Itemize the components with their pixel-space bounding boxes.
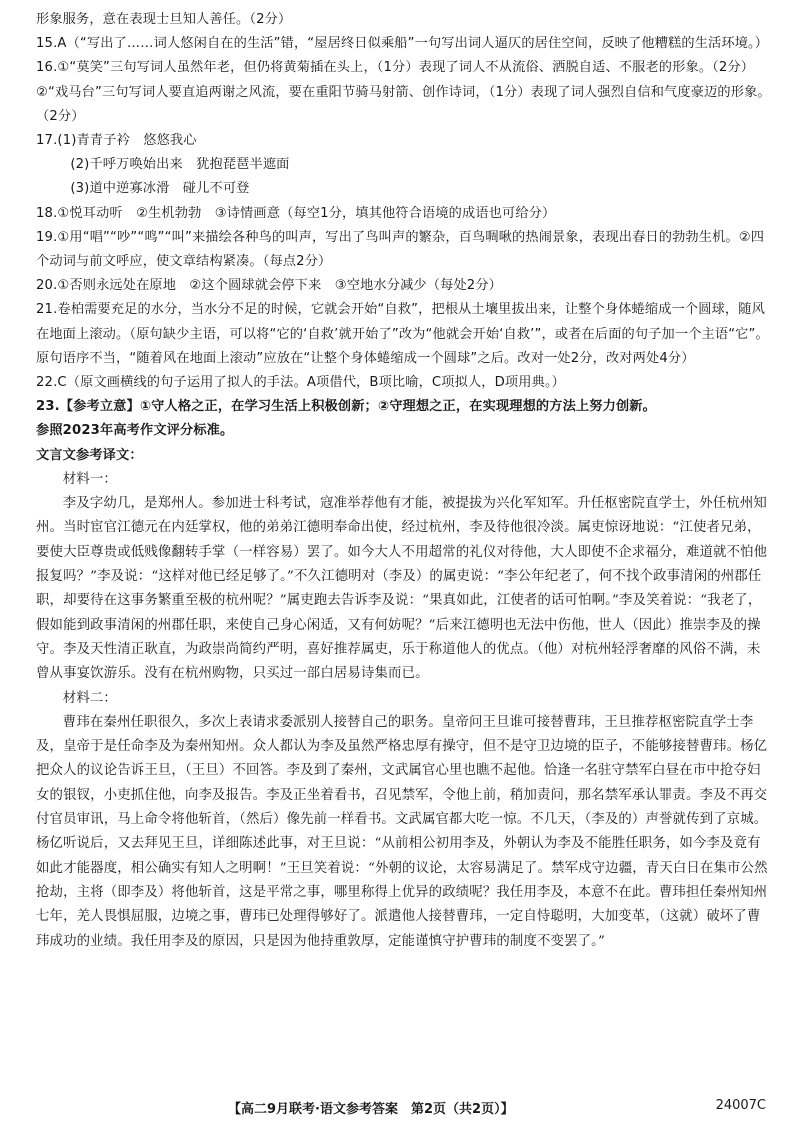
page-footer — [0, 1098, 800, 1122]
answer-23: 23.【参考立意】①守人格之正，在学习生活上积极创新；②守理想之正，在实现理想的方法上努力创新。 — [36, 399, 656, 415]
essay-standard: 参照2023年高考作文评分标准。 — [36, 423, 234, 439]
answer-17-1: 17.(1)青青子衿 悠悠我心 — [36, 133, 197, 149]
translation-heading: 文言文参考译文： — [36, 447, 143, 463]
answer-18: 18.①悦耳动听 ②生机勃勃 ③诗情画意（每空1分，填其他符合语境的成语也可给分） — [36, 205, 556, 221]
footer-code: 24007C — [715, 1098, 766, 1113]
footer-title: 【高二9月联考·语文参考答案 第2页（共2页）】 — [228, 1102, 514, 1117]
material-2-heading: 材料二： — [62, 690, 117, 706]
material-2-text: 曹玮在秦州任职很久，多次上表请求委派别人接替自己的职务。皇帝问王旦谁可接替曹玮，王旦推荐枢密院直学士李及，皇帝于是任命李及为秦州知州。众人都认为李及虽然严格忠厚有操守，但不是守卫边境的臣子，不能够接替曹玮。杨亿把众人的议论告诉王旦，（王旦）不回答。李及到了秦州，文武属官心里也瞧不起他。恰逢一名驻守禁军白昼在市中抢夺妇女的银钗，小吏抓住他，向李及报告。李及正坐着看书，召见禁军，令他上前，稍加责问，那名禁军承认罪责。李及不再交付官员审讯，马上命令将他斩首，（然后）像先前一样看书。文武属官都大吃一惊。不几天，（李及的）声誉就传到了京城。杨亿听说后，又去拜见王旦，详细陈述此事，对王旦说：“从前相公初用李及，外朝认为李及不能胜任职务，如今李及竟有如此才能器度，相公确实有知人之明啊！”王旦笑着说：“外朝的议论，太容易满足了。禁军戍守边疆，青天白日在集市公然抢劫，主将（即李及）将他斩首，这是平常之事，哪里称得上优异的政绩呢？我任用李及，本意不在此。曹玮担任秦州知州七年，羌人畏惧屈服，边境之事，曹玮已处理得够好了。派遣他人接替曹玮，一定自恃聪明，大加变革，（这就）破坏了曹玮成功的业绩。我任用李及的原因，只是因为他持重敦厚，定能谨慎守护曹玮的制度不变罢了。” — [36, 714, 768, 949]
answer-22: 22.C（原文画横线的句子运用了拟人的手法。A项借代，B项比喻，C项拟人，D项用典。） — [36, 375, 566, 391]
answer-15: 15.A（“写出了……词人悠闲自在的生活”错，“屋居终日似乘船”一句写出词人逼仄的居住空间，反映了他糟糕的生活环境。） — [36, 36, 769, 52]
answer-14-continuation: 形象服务，意在表现士旦知人善任。（2分） — [36, 12, 292, 27]
answer-17-2: (2)千呼万唤始出来 犹抱琵琶半遮面 — [70, 157, 290, 173]
answer-16: 16.①“莫笑”三句写词人虽然年老，但仍将黄菊插在头上，（1分）表现了词人不从流俗、洒脱自适、不服老的形象。（2分）②“戏马台”三句写词人要直追两谢之风流，要在重阳节骑马射箭、创作诗词，（1分）表现了词人强烈自信和气度豪迈的形象。（2分） — [36, 60, 771, 124]
answer-17-3: (3)道中逆寡冰滑 碰儿不可登 — [70, 181, 250, 197]
answer-19: 19.①用“唱”“吵”“鸣”“叫”来描绘各种鸟的叫声，写出了鸟叫声的繁杂，百鸟啁啾的热闹景象，表现出春日的勃勃生机。②四个动词与前文呼应，使文章结构紧凑。（每点2分） — [36, 229, 765, 270]
material-1-text: 李及字幼几，是郑州人。参加进士科考试，寇准举荐他有才能，被提拔为兴化军知军。升任枢密院直学士，外任杭州知州。当时宦官江德元在内廷掌权，他的弟弟江德明奉命出使，经过杭州，李及待他很冷淡。属吏惊讶地说：“江使者兄弟，要使大臣尊贵或低贱像翻转手掌（一样容易）罢了。如今大人不用超常的礼仪对待他，大人即使不企求福分，难道就不怕他报复吗？”李及说：“这样对他已经足够了。”不久江德明对（李及）的属吏说：“李公年纪老了，何不找个政事清闲的州郡任职，却要待在这事务繁重至极的杭州呢？”属吏跑去告诉李及说：“果真如此，江使者的话可怕啊。”李及笑着说：“我老了，假如能到政事清闲的州郡任职，来使自己身心闲适，又有何妨呢？”后来江德明也无法中伤他，世人（因此）推崇李及的操守。李及天性清正耿直，为政崇尚简约严明，喜好推荐属吏，乐于称道他人的优点。（他）对杭州轻浮奢靡的风俗不满，未曾从事宴饮游乐。没有在杭州购物，只买过一部白居易诗集而已。 — [36, 496, 768, 682]
answer-21: 21.卷柏需要充足的水分，当水分不足的时候，它就会开始“自救”，把根从土壤里拔出来，让整个身体蜷缩成一个圆球，随风在地面上滚动。（原句缺少主语，可以将“它的‘自救’就开始了”改为“他就会开始‘自救’”，或者在后面的句子加一个主语“它”。原句语序不当，“随着风在地面上滚动”应放在“让整个身体蜷缩成一个圆球”之后。改对一处2分，改对两处4分） — [36, 302, 769, 366]
answer-20: 20.①否则永远处在原地 ②这个圆球就会停下来 ③空地水分减少（每处2分） — [36, 278, 503, 294]
answer-sheet-page — [36, 8, 772, 954]
material-1-heading: 材料一： — [62, 471, 117, 487]
